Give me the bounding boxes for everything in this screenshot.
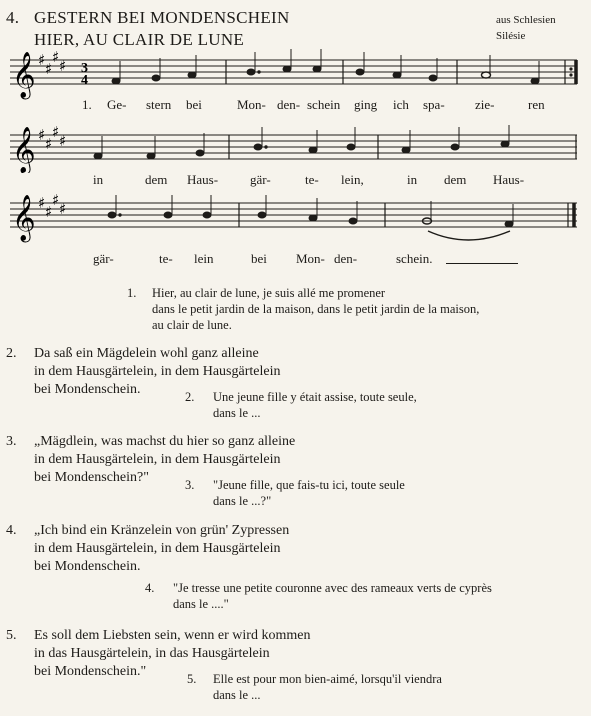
time-signature-bottom: 4: [81, 73, 88, 88]
lyric-syllable: den-: [277, 97, 301, 112]
lyric-syllable: Ge-: [107, 97, 127, 112]
verse-line: bei Mondenschein.: [34, 382, 141, 397]
verse-line: in dem Hausgärtelein, in dem Hausgärtelein: [34, 452, 281, 467]
lyric-syllable: 1.: [82, 97, 92, 112]
verse-line: Es soll dem Liebsten sein, wenn er wird kommen: [34, 628, 311, 643]
lyric-syllable: schein: [307, 97, 341, 112]
lyric-syllable: Haus-: [493, 172, 525, 187]
verse-line: au clair de lune.: [152, 318, 232, 332]
verse-number: 4.: [6, 523, 17, 538]
lyric-syllable: in: [93, 172, 104, 187]
song-number: 4.: [6, 8, 20, 27]
svg-text:♯: ♯: [45, 135, 53, 153]
lyric-syllable: spa-: [423, 97, 445, 112]
verse-number: 3.: [6, 434, 17, 449]
lyric-syllable: zie-: [475, 97, 495, 112]
treble-clef-icon: 𝄞: [12, 127, 36, 173]
key-signature-icon: [38, 48, 66, 78]
svg-text:♯: ♯: [52, 48, 60, 66]
lyric-syllable: den-: [334, 251, 358, 266]
lyric-syllable: bei: [186, 97, 202, 112]
svg-text:♯: ♯: [38, 194, 46, 212]
verse-line: dans le ...: [213, 688, 261, 702]
verse-line: in dem Hausgärtelein, in dem Hausgärtelein: [34, 364, 281, 379]
time-signature-top: 3: [81, 61, 88, 76]
key-signature-icon: [38, 193, 66, 221]
title-german: GESTERN BEI MONDENSCHEIN: [34, 8, 290, 27]
lyric-syllable: gär-: [250, 172, 271, 187]
verse-line: bei Mondenschein.": [34, 664, 147, 679]
verse-number: 2.: [6, 346, 17, 361]
verse-line: Elle est pour mon bien-aimé, lorsqu'il viendra: [213, 672, 442, 686]
lyric-syllable: lein,: [341, 172, 364, 187]
music-staff-1: [0, 48, 591, 102]
verse-line: „Mägdlein, was machst du hier so ganz alleine: [34, 434, 296, 449]
verse-number: 3.: [185, 478, 195, 492]
tie-slur: [428, 231, 510, 240]
svg-text:♯: ♯: [59, 132, 67, 150]
lyric-syllable: Haus-: [187, 172, 219, 187]
lyric-syllable: te-: [159, 251, 173, 266]
verse-number: 1.: [127, 286, 137, 300]
verse-line: dans le ...?": [213, 494, 272, 508]
music-staff-3: [0, 193, 591, 251]
lyric-syllable: ich: [393, 97, 409, 112]
lyric-syllable: schein.: [396, 251, 433, 266]
svg-text:♯: ♯: [59, 200, 67, 218]
verse-number: 2.: [185, 390, 195, 404]
treble-clef-icon: 𝄞: [12, 195, 36, 241]
lyric-syllable: gär-: [93, 251, 114, 266]
svg-text:♯: ♯: [45, 203, 53, 221]
svg-text:♯: ♯: [38, 51, 46, 69]
treble-clef-icon: 𝄞: [12, 52, 36, 98]
svg-text:♯: ♯: [59, 57, 67, 75]
lyric-syllable: ren: [528, 97, 545, 112]
verse-number: 5.: [187, 672, 197, 686]
svg-text:♯: ♯: [52, 125, 60, 141]
lyric-syllable: bei: [251, 251, 267, 266]
verse-line: dans le ...: [213, 406, 261, 420]
svg-text:♯: ♯: [45, 60, 53, 78]
verse-line: Hier, au clair de lune, je suis allé me promener: [152, 286, 386, 300]
origin-french: Silésie: [496, 30, 526, 42]
verse-line: bei Mondenschein.: [34, 559, 141, 574]
origin-german: aus Schlesien: [496, 14, 556, 26]
svg-text:♯: ♯: [52, 193, 60, 209]
lyric-syllable: dem: [145, 172, 168, 187]
verse-line: dans le ....": [173, 597, 229, 611]
title-french: HIER, AU CLAIR DE LUNE: [34, 30, 245, 49]
lyric-syllable: te-: [305, 172, 319, 187]
verse-line: Une jeune fille y était assise, toute seule,: [213, 390, 417, 404]
lyric-syllable: lein: [194, 251, 214, 266]
lyric-syllable: ging: [354, 97, 378, 112]
verse-line: in das Hausgärtelein, in das Hausgärtelein: [34, 646, 270, 661]
lyric-syllable: in: [407, 172, 418, 187]
verse-line: "Je tresse une petite couronne avec des rameaux verts de cyprès: [173, 581, 492, 595]
music-notes: [112, 49, 539, 84]
verse-line: „Ich bind ein Kränzelein von grün' Zypressen: [34, 523, 290, 538]
extender-line: [446, 263, 518, 264]
verse-line: "Jeune fille, que fais-tu ici, toute seule: [213, 478, 405, 492]
music-staff-2: [0, 125, 591, 173]
verse-number: 4.: [145, 581, 155, 595]
music-notes: [94, 125, 509, 159]
verse-line: bei Mondenschein?": [34, 470, 149, 485]
lyric-syllable: Mon-: [296, 251, 325, 266]
key-signature-icon: [38, 125, 66, 153]
lyric-syllable: stern: [146, 97, 172, 112]
lyric-syllable: Mon-: [237, 97, 266, 112]
verse-line: Da saß ein Mägdelein wohl ganz alleine: [34, 346, 259, 361]
svg-text:♯: ♯: [38, 126, 46, 144]
verse-line: in dem Hausgärtelein, in dem Hausgärtelein: [34, 541, 281, 556]
verse-line: dans le petit jardin de la maison, dans le petit jardin de la maison,: [152, 302, 480, 316]
lyric-syllable: dem: [444, 172, 467, 187]
music-notes: [108, 195, 513, 227]
verse-number: 5.: [6, 628, 17, 643]
